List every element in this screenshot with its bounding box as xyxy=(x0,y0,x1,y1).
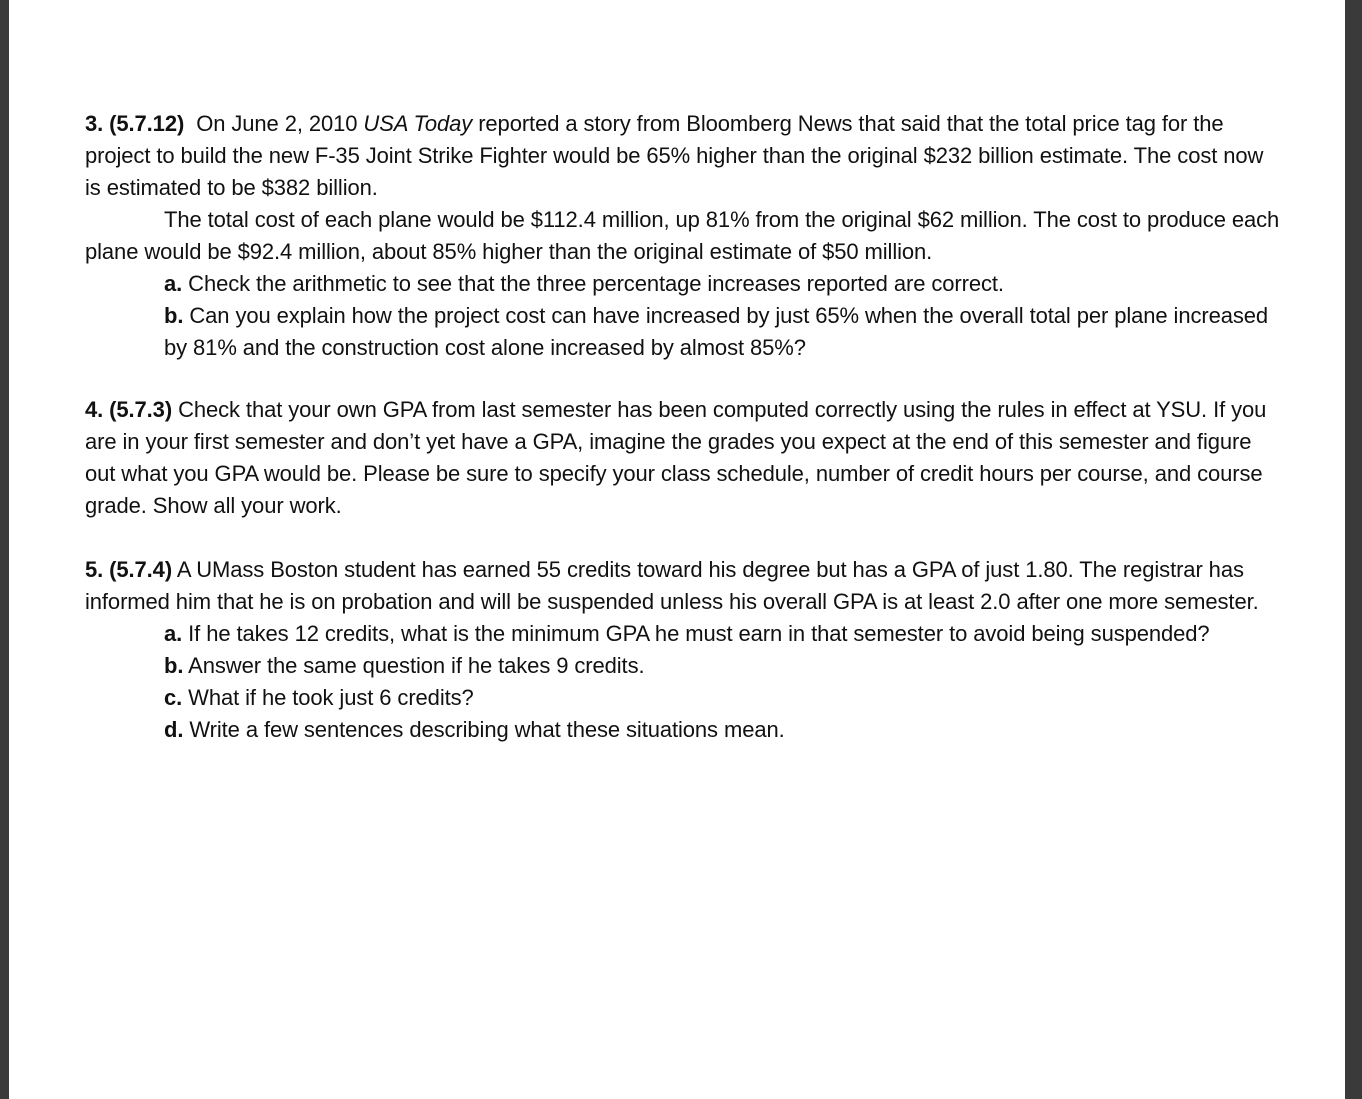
problem-5-text: A UMass Boston student has earned 55 credits toward his degree but has a GPA of just 1.80. The registrar has informed him that he is on probation and will be suspended unless his overall GPA is at least 2.0 after one more semester. xyxy=(85,557,1259,614)
part-text: Can you explain how the project cost can have increased by just 65% when the overall total per plane increased by 81% and the construction cost alone increased by almost 85%? xyxy=(164,303,1269,360)
problem-5-number: 5. (5.7.4) xyxy=(85,557,173,582)
problem-4-text: Check that your own GPA from last semester has been computed correctly using the rules in effect at YSU. If you are in your first semester and don’t yet have a GPA, imagine the grades you expect at the end of this semester and figure out what you GPA would be. Please be sure to specify your class schedule, number of credit hours per course, and course grade. Show all your work. xyxy=(85,397,1267,518)
part-label: a. xyxy=(164,621,183,646)
problem-3-paragraph-2: The total cost of each plane would be $112.4 million, up 81% from the original $62 million. The cost to produce each plane would be $92.4 million, about 85% higher than the original estimate of $50 million. xyxy=(85,207,1280,264)
problem-3 xyxy=(85,108,1285,364)
problem-5-body xyxy=(85,554,1285,618)
part-text: Answer the same question if he takes 9 credits. xyxy=(188,653,645,678)
problem-3-publication: USA Today xyxy=(363,111,473,136)
problem-3-part-b xyxy=(85,300,1285,364)
problem-3-part-a xyxy=(85,268,1285,300)
problem-3-number: 3. (5.7.12) xyxy=(85,111,185,136)
problem-4-number: 4. (5.7.3) xyxy=(85,397,173,422)
part-label: b. xyxy=(164,653,184,678)
part-text: If he takes 12 credits, what is the minimum GPA he must earn in that semester to avoid being suspended? xyxy=(188,621,1210,646)
problem-4-body xyxy=(85,394,1285,522)
problem-3-text-start: On June 2, 2010 xyxy=(196,111,364,136)
part-label: d. xyxy=(164,717,184,742)
part-text: What if he took just 6 credits? xyxy=(188,685,474,710)
problem-3-intro xyxy=(85,108,1285,204)
part-label: a. xyxy=(164,271,183,296)
part-text: Write a few sentences describing what these situations mean. xyxy=(189,717,785,742)
problem-5-part-b xyxy=(85,650,1285,682)
problem-4 xyxy=(85,394,1285,522)
part-label: c. xyxy=(164,685,183,710)
problem-5-part-c xyxy=(85,682,1285,714)
problem-5-part-d xyxy=(85,714,1285,746)
problem-5 xyxy=(85,554,1285,746)
document-content xyxy=(85,108,1285,746)
part-label: b. xyxy=(164,303,184,328)
problem-5-part-a xyxy=(85,618,1285,650)
problem-3-text-end: reported a story from Bloomberg News that said that the total price tag for the project to build the new F-35 Joint Strike Fighter would be 65% higher than the original $232 billion estimate. The cost now is estimated to be $382 billion. xyxy=(85,111,1264,200)
document-page xyxy=(9,0,1345,1099)
part-text: Check the arithmetic to see that the three percentage increases reported are correct. xyxy=(188,271,1004,296)
